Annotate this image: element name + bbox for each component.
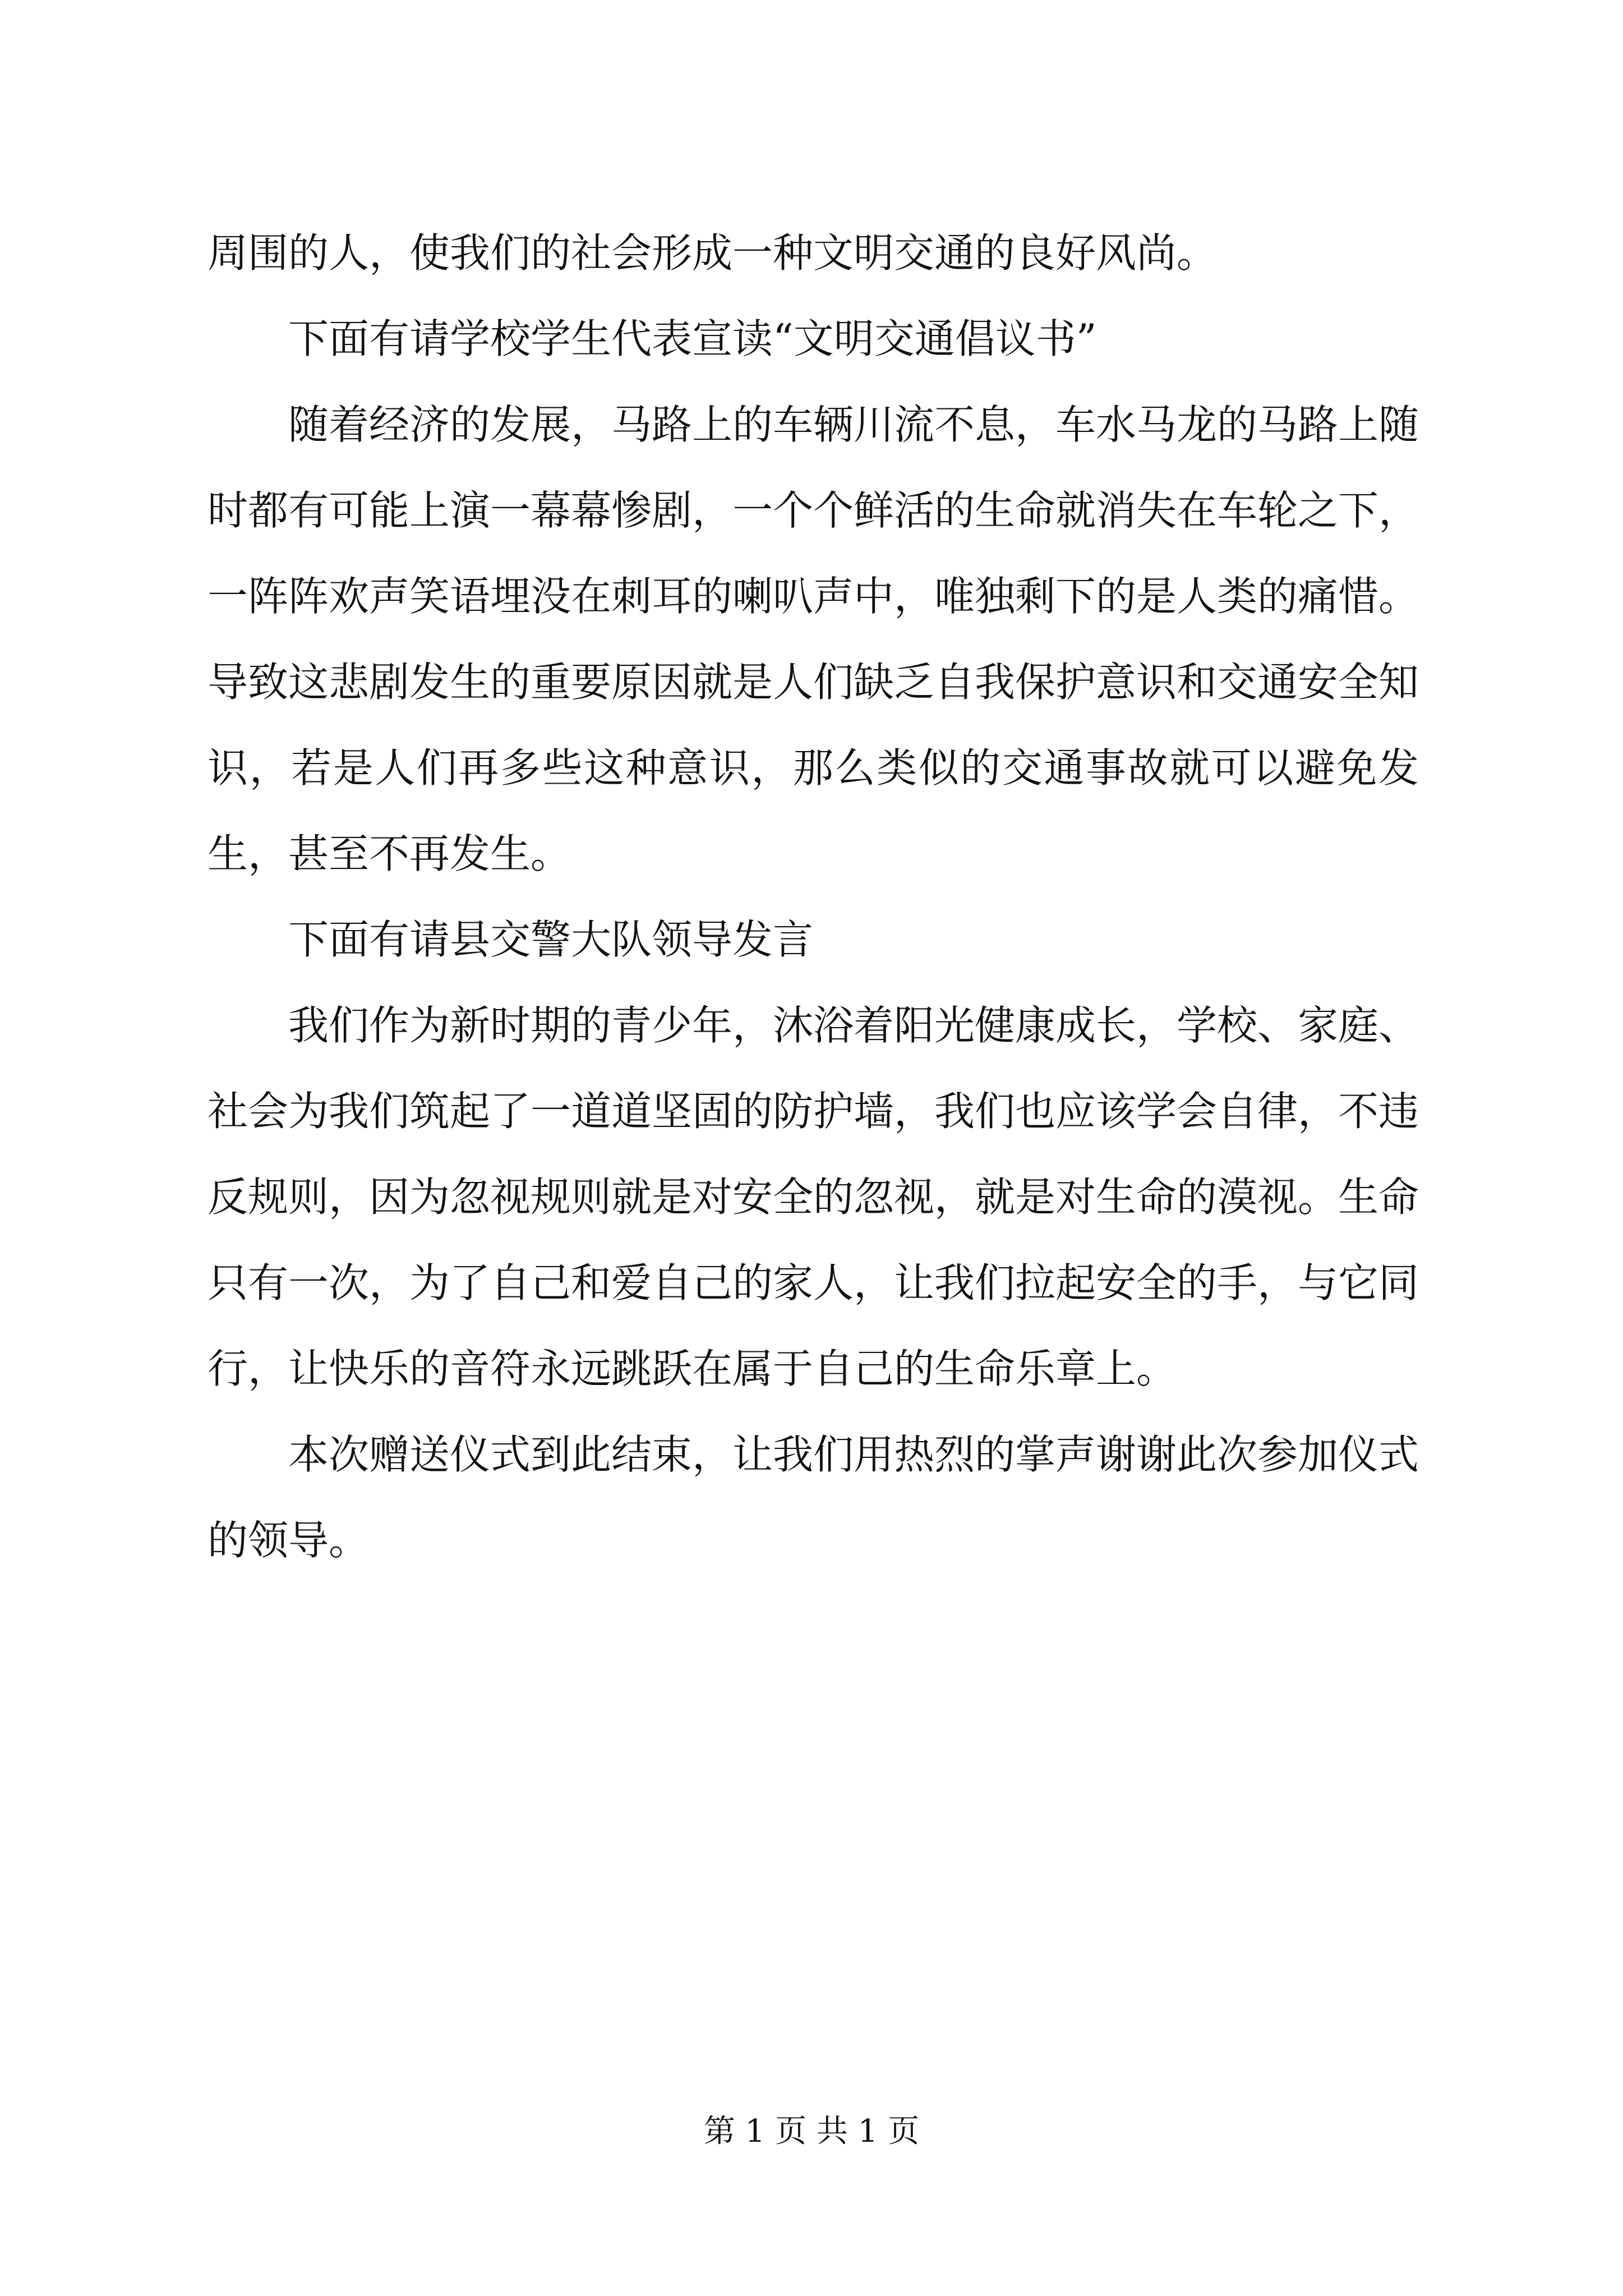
- paragraph-student-proposal: 下面有请学校学生代表宣读“文明交通倡议书”: [288, 315, 1097, 362]
- paragraph-youth-responsibility: 我们作为新时期的青少年，沐浴着阳光健康成长，学校、家庭、社会为我们筑起了一道道坚固的防护墙，我们也应该学会自律，不违反规则，因为忽视规则就是对安全的忽视，就是对生命的漠视。生命只有一次，为了自己和爱自己的家人，让我们拉起安全的手，与它同行，让快乐的音符永远跳跃在属于自己的生命乐章上。: [208, 1002, 1419, 1392]
- page-number: 第 1 页 共 1 页: [703, 2113, 920, 2150]
- document-body: [208, 210, 1419, 1584]
- paragraph-closing: 本次赠送仪式到此结束，让我们用热烈的掌声谢谢此次参加仪式的领导。: [208, 1431, 1419, 1564]
- paragraph-continuation: 周围的人，使我们的社会形成一种文明交通的良好风尚。: [208, 229, 1218, 277]
- paragraph-traffic-safety: 随着经济的发展，马路上的车辆川流不息，车水马龙的马路上随时都有可能上演一幕幕惨剧，一个个鲜活的生命就消失在车轮之下，一阵阵欢声笑语埋没在刺耳的喇叭声中，唯独剩下的是人类的痛惜。导致这悲剧发生的重要原因就是人们缺乏自我保护意识和交通安全知识，若是人们再多些这种意识，那么类似的交通事故就可以避免发生，甚至不再发生。: [208, 401, 1419, 877]
- paragraph-police-speech: 下面有请县交警大队领导发言: [288, 916, 814, 963]
